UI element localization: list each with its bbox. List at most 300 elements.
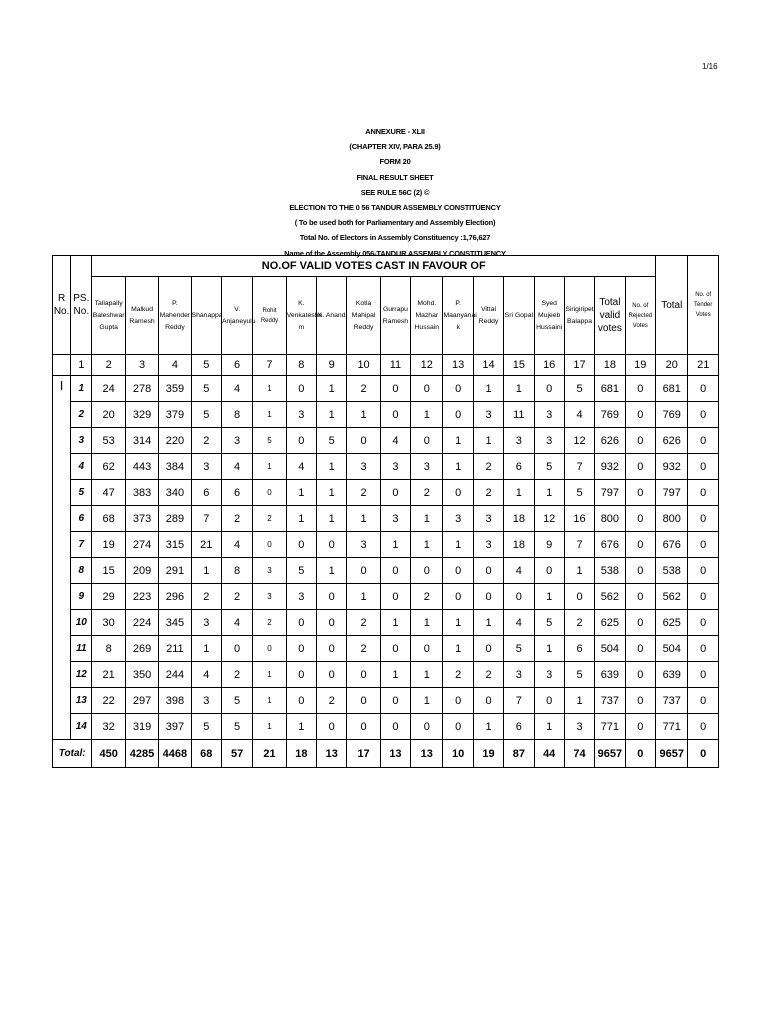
vote-cell: 932 [595,454,625,480]
vote-cell: 22 [92,688,125,714]
vote-cell: 3 [380,506,410,532]
vote-cell: 1 [534,714,564,740]
vote-cell: 800 [656,506,688,532]
column-number-row [53,355,719,376]
vote-cell: 289 [159,506,191,532]
candidate-header: Tallapally Baleshwar Gupta [92,277,125,355]
header-form: FORM 20 [379,157,411,167]
vote-cell: 2 [443,662,473,688]
vote-cell: 0 [317,532,347,558]
polling-station-number: 13 [71,688,92,714]
total-cell: 9657 [595,740,625,768]
vote-cell: 278 [125,376,158,402]
total-cell: 13 [411,740,443,768]
vote-cell: 1 [534,480,564,506]
vote-cell: 0 [443,558,473,584]
vote-cell: 3 [443,506,473,532]
candidate-header: P. Maanyanai k [443,277,473,355]
vote-cell: 0 [625,662,656,688]
column-number: 5 [191,355,221,376]
header-usage-note: ( To be used both for Parliamentary and Assembly Election) [294,218,496,228]
vote-cell: 0 [411,376,443,402]
vote-cell: 504 [656,636,688,662]
vote-cell: 3 [347,454,380,480]
vote-cell: 0 [625,480,656,506]
vote-cell: 0 [688,532,719,558]
column-number: 17 [564,355,594,376]
vote-cell: 0 [688,402,719,428]
vote-cell: 0 [625,558,656,584]
total-cell: 18 [286,740,316,768]
vote-cell: 1 [317,376,347,402]
vote-cell: 797 [595,480,625,506]
vote-cell: 3 [286,584,316,610]
candidate-header: Mohd. Mazhar Hussain [411,277,443,355]
vote-cell: 1 [443,636,473,662]
column-number: 7 [253,355,286,376]
vote-cell: 0 [688,610,719,636]
vote-cell: 2 [347,480,380,506]
vote-cell: 538 [595,558,625,584]
vote-cell: 11 [504,402,534,428]
vote-cell: 0 [411,558,443,584]
vote-cell: 1 [253,688,286,714]
header-annexure: ANNEXURE - XLII [365,127,425,136]
vote-cell: 0 [380,688,410,714]
vote-cell: 0 [564,584,594,610]
polling-station-number: 9 [71,584,92,610]
vote-cell: 5 [253,428,286,454]
vote-cell: 21 [191,532,221,558]
vote-cell: 5 [221,714,252,740]
vote-cell: 3 [473,402,503,428]
vote-cell: 771 [656,714,688,740]
vote-cell: 3 [504,662,534,688]
table-row [53,532,719,558]
candidate-header: Gurrapu Ramesh [380,277,410,355]
vote-cell: 0 [347,428,380,454]
polling-station-number: 4 [71,454,92,480]
vote-cell: 1 [534,584,564,610]
vote-cell: 2 [473,454,503,480]
table-row [53,636,719,662]
vote-cell: 47 [92,480,125,506]
vote-cell: 0 [625,376,656,402]
column-number: 20 [656,355,688,376]
header-sheet-title: FINAL RESULT SHEET [356,172,434,182]
vote-cell: 1 [253,714,286,740]
header-rule: SEE RULE 56C (2) © [360,187,430,197]
vote-cell: 18 [504,532,534,558]
total-cell: 10 [443,740,473,768]
vote-cell: 681 [656,376,688,402]
vote-cell: 1 [380,610,410,636]
table-row [53,480,719,506]
vote-cell: 0 [625,610,656,636]
vote-cell: 3 [347,532,380,558]
candidate-header: Malkud Ramesh [125,277,158,355]
vote-cell: 314 [125,428,158,454]
vote-cell: 297 [125,688,158,714]
total-cell: 4285 [125,740,158,768]
vote-cell: 7 [504,688,534,714]
polling-station-number: 8 [71,558,92,584]
vote-cell: 932 [656,454,688,480]
col-header-rno: R No. [53,256,71,355]
valid-votes-banner: NO.OF VALID VOTES CAST IN FAVOUR OF [92,256,656,277]
table-row [53,506,719,532]
vote-cell: 8 [92,636,125,662]
candidate-header: Syed Mujeeb Hussaini [534,277,564,355]
vote-cell: 2 [411,584,443,610]
round-number: I [53,376,71,740]
vote-cell: 0 [688,584,719,610]
vote-cell: 379 [159,402,191,428]
vote-cell: 0 [411,428,443,454]
vote-cell: 797 [656,480,688,506]
vote-cell: 3 [286,402,316,428]
total-cell: 450 [92,740,125,768]
vote-cell: 7 [564,454,594,480]
vote-cell: 3 [191,454,221,480]
vote-cell: 0 [443,480,473,506]
column-number: 11 [380,355,410,376]
vote-cell: 2 [411,480,443,506]
vote-cell: 3 [534,662,564,688]
vote-cell: 0 [473,688,503,714]
vote-cell: 0 [286,376,316,402]
table-row [53,454,719,480]
vote-cell: 0 [625,688,656,714]
document-header [200,124,590,261]
vote-cell: 0 [317,584,347,610]
vote-cell: 6 [221,480,252,506]
vote-cell: 0 [347,688,380,714]
vote-cell: 8 [221,402,252,428]
vote-cell: 1 [286,714,316,740]
vote-cell: 32 [92,714,125,740]
vote-cell: 6 [191,480,221,506]
vote-cell: 562 [595,584,625,610]
vote-cell: 769 [656,402,688,428]
vote-cell: 4 [191,662,221,688]
vote-cell: 19 [92,532,125,558]
vote-cell: 1 [317,402,347,428]
vote-cell: 1 [380,662,410,688]
vote-cell: 0 [688,376,719,402]
vote-cell: 3 [473,506,503,532]
vote-cell: 0 [286,636,316,662]
vote-cell: 0 [688,636,719,662]
vote-cell: 0 [504,584,534,610]
vote-cell: 4 [221,532,252,558]
vote-cell: 0 [380,558,410,584]
vote-cell: 5 [564,480,594,506]
vote-cell: 397 [159,714,191,740]
vote-cell: 3 [564,714,594,740]
vote-cell: 1 [191,558,221,584]
vote-cell: 0 [534,688,564,714]
vote-cell: 68 [92,506,125,532]
column-number: 4 [159,355,191,376]
vote-cell: 3 [534,402,564,428]
vote-cell: 1 [473,428,503,454]
vote-cell: 5 [191,376,221,402]
vote-cell: 359 [159,376,191,402]
vote-cell: 224 [125,610,158,636]
column-number: 9 [317,355,347,376]
vote-cell: 0 [473,558,503,584]
vote-cell: 0 [286,662,316,688]
vote-cell: 223 [125,584,158,610]
vote-cell: 681 [595,376,625,402]
vote-cell: 0 [411,636,443,662]
vote-cell: 504 [595,636,625,662]
vote-cell: 62 [92,454,125,480]
vote-cell: 2 [221,506,252,532]
table-row [53,376,719,402]
vote-cell: 29 [92,584,125,610]
polling-station-number: 3 [71,428,92,454]
vote-cell: 562 [656,584,688,610]
vote-cell: 1 [443,610,473,636]
vote-cell: 0 [286,428,316,454]
header-assembly-name: Name of the Assembly 056-TANDUR ASSEMBLY CONSTITUENCY [284,248,506,258]
vote-cell: 0 [380,376,410,402]
header-chapter: (CHAPTER XIV, PARA 25.9) [349,142,441,152]
table-row [53,402,719,428]
vote-cell: 0 [317,662,347,688]
vote-cell: 16 [564,506,594,532]
vote-cell: 4 [504,610,534,636]
vote-cell: 329 [125,402,158,428]
vote-cell: 0 [443,584,473,610]
column-number: 10 [347,355,380,376]
vote-cell: 274 [125,532,158,558]
column-number: 8 [286,355,316,376]
vote-cell: 383 [125,480,158,506]
vote-cell: 53 [92,428,125,454]
vote-cell: 626 [595,428,625,454]
vote-cell: 5 [534,454,564,480]
vote-cell: 639 [595,662,625,688]
vote-cell: 30 [92,610,125,636]
vote-cell: 2 [221,584,252,610]
candidate-header: Sri Gopal [504,277,534,355]
vote-cell: 0 [443,714,473,740]
candidate-header: K. Anand [317,277,347,355]
column-number: 16 [534,355,564,376]
vote-cell: 7 [564,532,594,558]
candidate-header: Kotla Mahipal Reddy [347,277,380,355]
header-total-electors: Total No. of Electors in Assembly Constituency :1,76,627 [299,233,491,243]
polling-station-number: 5 [71,480,92,506]
polling-station-number: 1 [71,376,92,402]
col-header-rejected: No. of Rejected Votes [625,277,656,355]
vote-cell: 9 [534,532,564,558]
vote-cell: 5 [286,558,316,584]
total-cell: 9657 [656,740,688,768]
vote-cell: 18 [504,506,534,532]
vote-cell: 1 [473,376,503,402]
col-header-total: Total [656,256,688,355]
total-cell: 13 [317,740,347,768]
vote-cell: 0 [688,506,719,532]
vote-cell: 769 [595,402,625,428]
column-number: 15 [504,355,534,376]
vote-cell: 244 [159,662,191,688]
vote-cell: 0 [625,454,656,480]
column-number: 3 [125,355,158,376]
vote-cell: 0 [473,584,503,610]
total-cell: 13 [380,740,410,768]
vote-cell: 1 [347,402,380,428]
vote-cell: 4 [380,428,410,454]
vote-cell: 3 [253,584,286,610]
candidate-header: Vittal Reddy [473,277,503,355]
vote-cell: 12 [564,428,594,454]
vote-cell: 676 [656,532,688,558]
vote-cell: 1 [564,688,594,714]
vote-cell: 1 [504,376,534,402]
vote-cell: 0 [625,714,656,740]
vote-cell: 209 [125,558,158,584]
vote-cell: 1 [253,402,286,428]
vote-cell: 3 [253,558,286,584]
header-election: ELECTION TO THE 0 56 TANDUR ASSEMBLY CONSTITUENCY [289,203,501,213]
vote-cell: 0 [625,532,656,558]
vote-cell: 4 [221,454,252,480]
vote-cell: 4 [286,454,316,480]
vote-cell: 1 [534,636,564,662]
vote-cell: 800 [595,506,625,532]
vote-cell: 0 [443,402,473,428]
vote-cell: 5 [317,428,347,454]
total-label: Total: [53,740,92,768]
vote-cell: 4 [221,610,252,636]
vote-cell: 2 [191,428,221,454]
vote-cell: 3 [380,454,410,480]
result-table [52,255,719,768]
vote-cell: 0 [286,532,316,558]
col-header-tender: No. of Tender Votes [688,256,719,355]
total-cell: 0 [688,740,719,768]
vote-cell: 12 [534,506,564,532]
candidate-header: K. Venkatesha m [286,277,316,355]
vote-cell: 2 [221,662,252,688]
vote-cell: 0 [534,376,564,402]
vote-cell: 2 [191,584,221,610]
vote-cell: 340 [159,480,191,506]
vote-cell: 5 [564,662,594,688]
vote-cell: 6 [564,636,594,662]
column-number: 2 [92,355,125,376]
total-cell: 87 [504,740,534,768]
vote-cell: 626 [656,428,688,454]
polling-station-number: 7 [71,532,92,558]
vote-cell: 1 [317,454,347,480]
vote-cell: 5 [504,636,534,662]
vote-cell: 5 [191,714,221,740]
vote-cell: 1 [253,376,286,402]
vote-cell: 0 [688,558,719,584]
vote-cell: 0 [347,558,380,584]
candidate-header: P. Mahender Reddy [159,277,191,355]
vote-cell: 350 [125,662,158,688]
vote-cell: 1 [286,506,316,532]
vote-cell: 0 [286,688,316,714]
vote-cell: 538 [656,558,688,584]
vote-cell: 1 [411,402,443,428]
vote-cell: 0 [625,402,656,428]
vote-cell: 1 [347,506,380,532]
vote-cell: 3 [221,428,252,454]
vote-cell: 296 [159,584,191,610]
vote-cell: 0 [347,662,380,688]
vote-cell: 1 [253,454,286,480]
vote-cell: 0 [625,636,656,662]
vote-cell: 625 [595,610,625,636]
vote-cell: 771 [595,714,625,740]
vote-cell: 2 [347,610,380,636]
vote-cell: 2 [317,688,347,714]
candidate-header: Shanappa [191,277,221,355]
total-cell: 19 [473,740,503,768]
table-row [53,662,719,688]
vote-cell: 3 [191,688,221,714]
vote-cell: 0 [688,480,719,506]
vote-cell: 3 [411,454,443,480]
vote-cell: 315 [159,532,191,558]
vote-cell: 20 [92,402,125,428]
column-number: 19 [625,355,656,376]
vote-cell: 5 [534,610,564,636]
blank-cell [53,355,71,376]
vote-cell: 8 [221,558,252,584]
total-cell: 0 [625,740,656,768]
vote-cell: 0 [473,636,503,662]
vote-cell: 1 [411,688,443,714]
vote-cell: 345 [159,610,191,636]
vote-cell: 1 [443,428,473,454]
vote-cell: 0 [534,558,564,584]
table-row [53,610,719,636]
vote-cell: 0 [253,636,286,662]
col-header-psno: PS. No. [71,256,92,355]
vote-cell: 0 [380,636,410,662]
vote-cell: 1 [411,532,443,558]
vote-cell: 0 [317,714,347,740]
vote-cell: 6 [504,454,534,480]
vote-cell: 737 [656,688,688,714]
vote-cell: 0 [317,610,347,636]
vote-cell: 0 [411,714,443,740]
total-cell: 21 [253,740,286,768]
vote-cell: 21 [92,662,125,688]
vote-cell: 1 [473,714,503,740]
vote-cell: 4 [564,402,594,428]
vote-cell: 2 [473,480,503,506]
vote-cell: 291 [159,558,191,584]
column-number: 18 [595,355,625,376]
vote-cell: 2 [347,636,380,662]
total-cell: 74 [564,740,594,768]
vote-cell: 443 [125,454,158,480]
vote-cell: 0 [688,688,719,714]
vote-cell: 1 [443,532,473,558]
polling-station-number: 12 [71,662,92,688]
polling-station-number: 10 [71,610,92,636]
